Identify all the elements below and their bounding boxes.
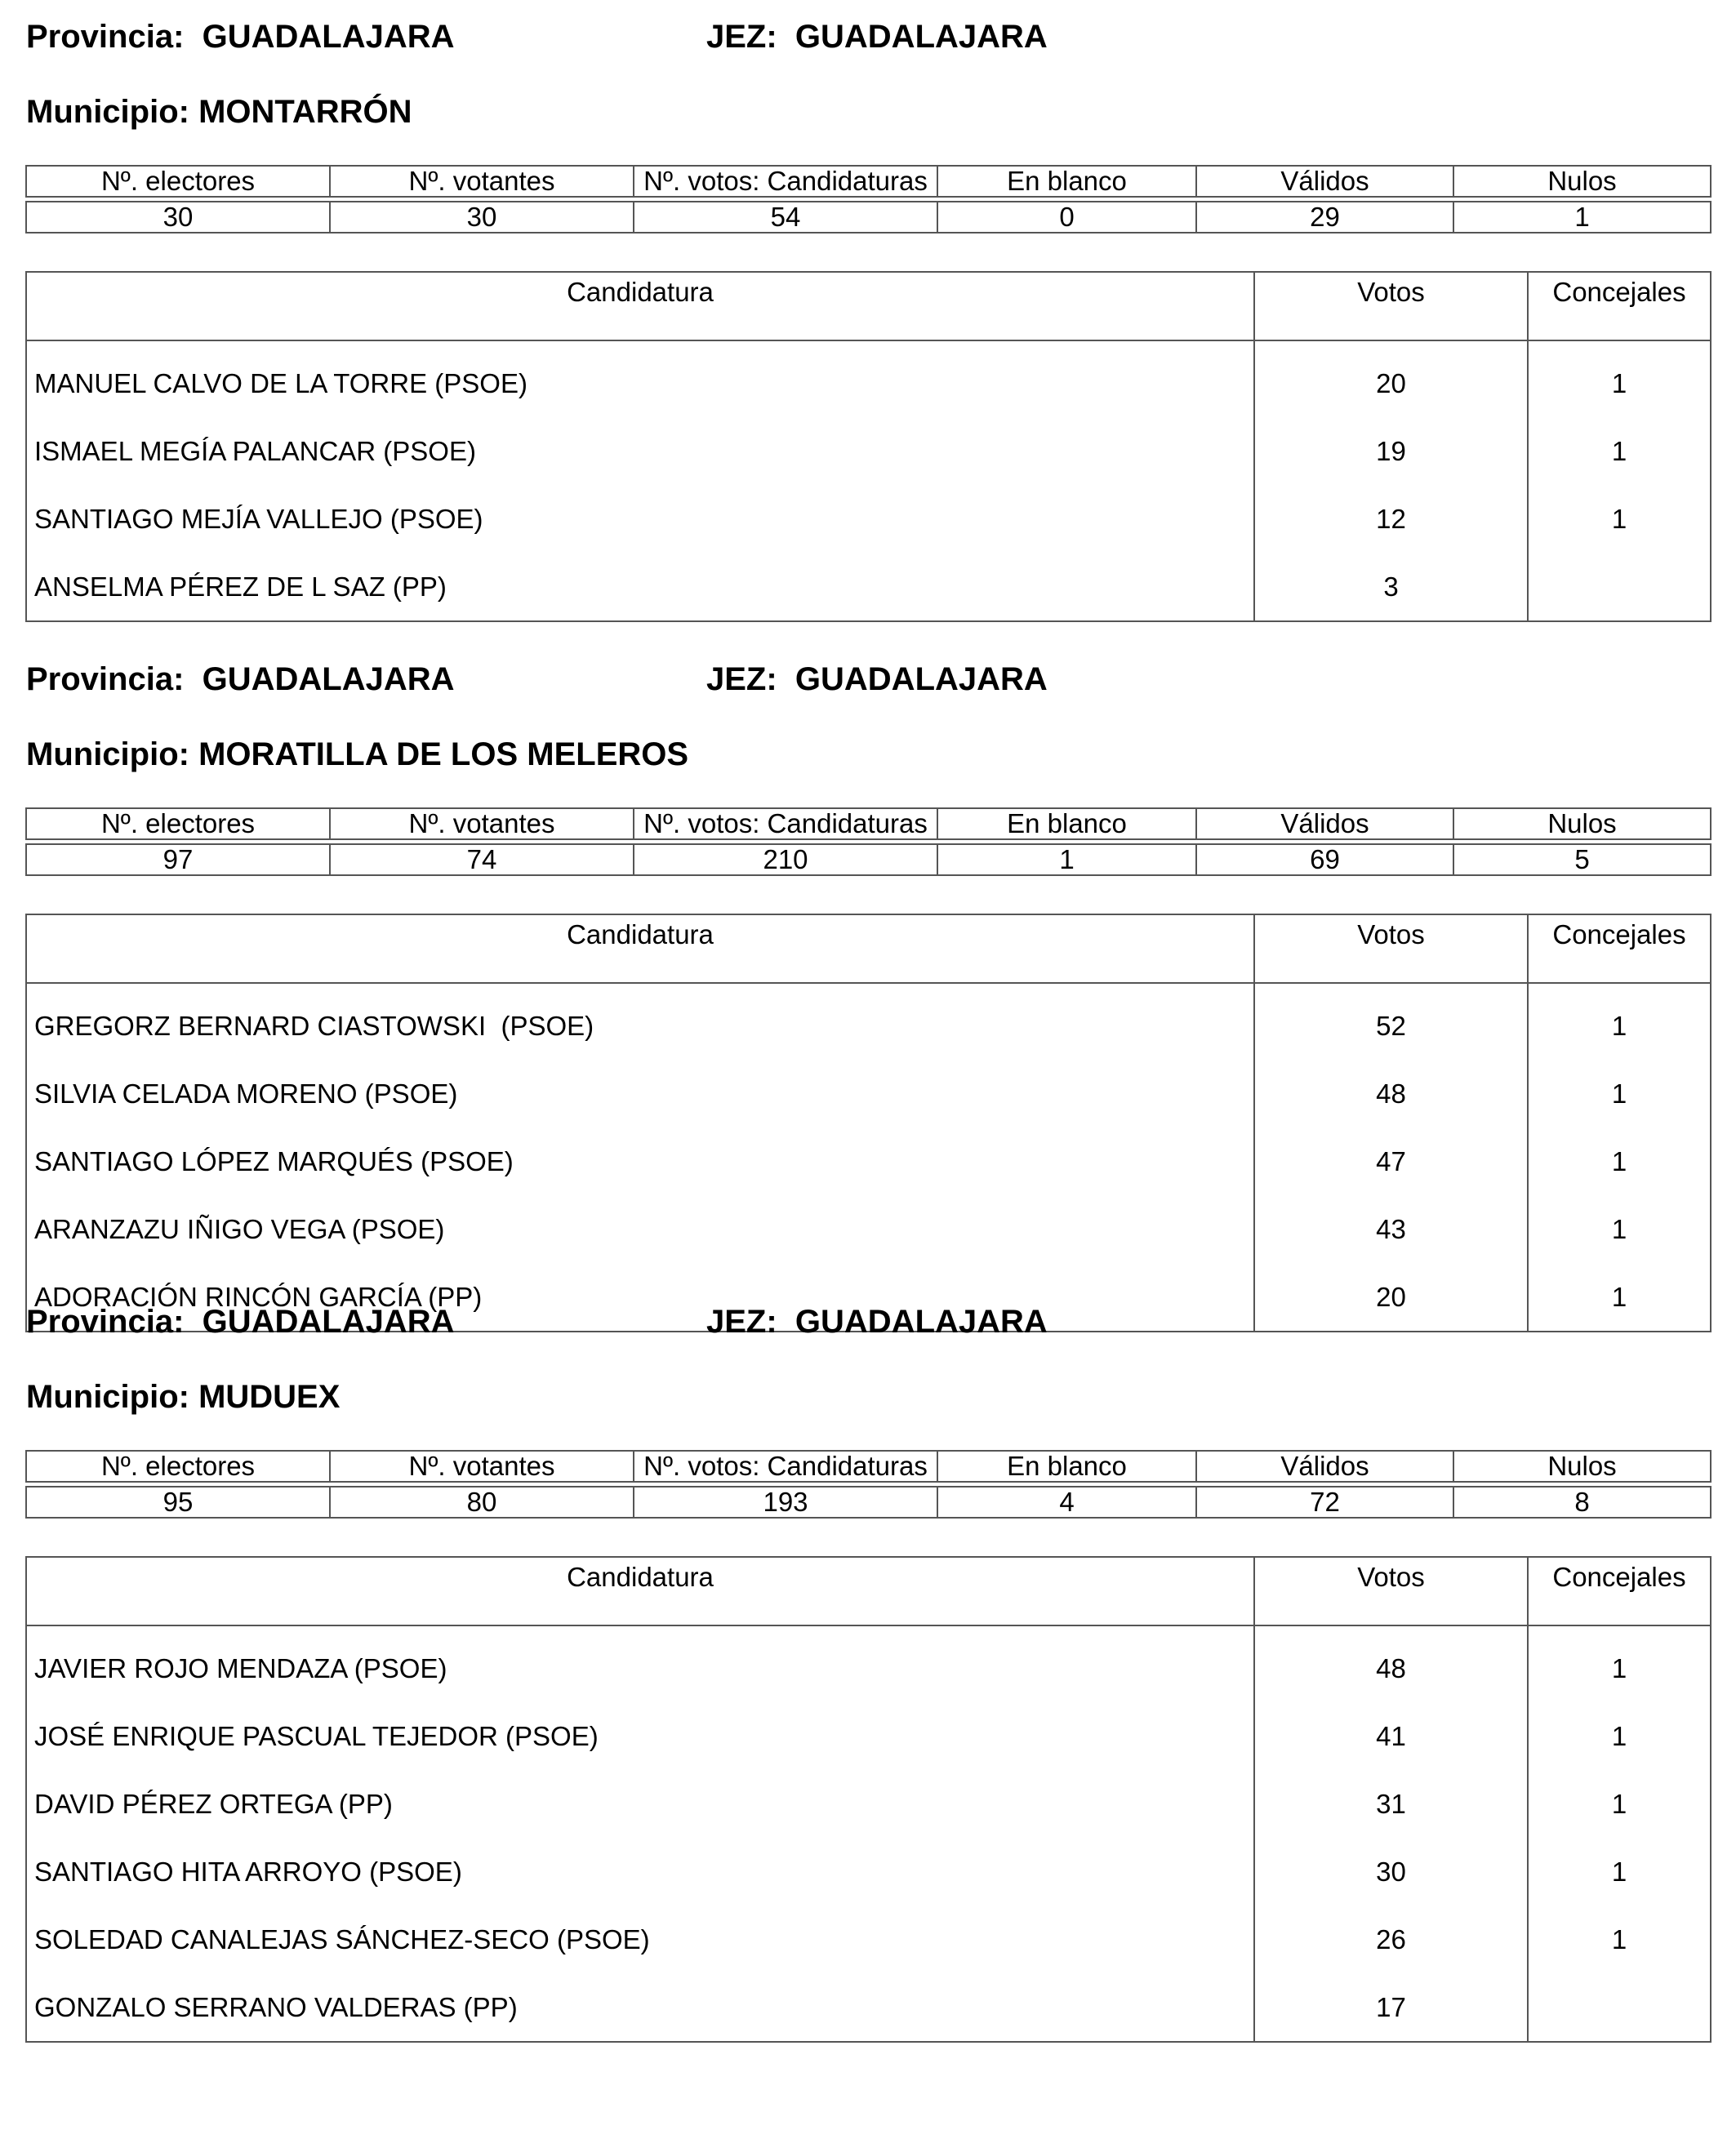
jez-value: GUADALAJARA <box>795 1304 1048 1340</box>
jez-header <box>706 1301 1048 1342</box>
summary-value-cell: 1 <box>937 844 1196 875</box>
candidate-name: SANTIAGO MEJÍA VALLEJO (PSOE) <box>26 485 1254 553</box>
candidate-votes: 52 <box>1254 983 1528 1060</box>
summary-value-cell: 69 <box>1196 844 1453 875</box>
municipio-value: MORATILLA DE LOS MELEROS <box>198 736 689 772</box>
candidate-row <box>26 1625 1711 1702</box>
candidate-row <box>26 340 1711 417</box>
candidate-councillors <box>1528 1973 1711 2042</box>
candidatura-header: Candidatura <box>26 272 1254 340</box>
summary-value-row <box>26 202 1711 233</box>
candidate-name: SILVIA CELADA MORENO (PSOE) <box>26 1060 1254 1127</box>
candidate-votes: 47 <box>1254 1127 1528 1195</box>
candidate-councillors <box>1528 553 1711 621</box>
candidate-row <box>26 1838 1711 1906</box>
candidate-row <box>26 417 1711 485</box>
candidate-votes: 31 <box>1254 1770 1528 1838</box>
candidate-row <box>26 553 1711 621</box>
summary-value-cell: 4 <box>937 1487 1196 1518</box>
summary-header-row <box>26 166 1711 197</box>
concejales-header: Concejales <box>1528 1557 1711 1625</box>
candidatura-header: Candidatura <box>26 914 1254 983</box>
candidate-row <box>26 1702 1711 1770</box>
jez-label: JEZ: <box>706 1304 795 1340</box>
summary-header-cell: En blanco <box>937 808 1196 839</box>
summary-value-cell: 54 <box>634 202 937 233</box>
summary-header-row <box>26 808 1711 839</box>
summary-header-cell: Nº. votos: Candidaturas <box>634 808 937 839</box>
candidate-councillors: 1 <box>1528 1127 1711 1195</box>
summary-header-cell: Nº. votantes <box>330 808 634 839</box>
jez-header <box>706 659 1048 700</box>
summary-header-cell: En blanco <box>937 1451 1196 1482</box>
candidate-votes: 26 <box>1254 1906 1528 1973</box>
provincia-label: Provincia: <box>26 661 203 697</box>
candidate-name: GONZALO SERRANO VALDERAS (PP) <box>26 1973 1254 2042</box>
votos-header: Votos <box>1254 272 1528 340</box>
summary-value-cell: 5 <box>1453 844 1711 875</box>
candidate-votes: 12 <box>1254 485 1528 553</box>
candidate-votes: 30 <box>1254 1838 1528 1906</box>
municipality-section <box>0 0 1736 702</box>
summary-value-cell: 72 <box>1196 1487 1453 1518</box>
candidate-name: DAVID PÉREZ ORTEGA (PP) <box>26 1770 1254 1838</box>
candidates-header-row <box>26 1557 1711 1625</box>
candidate-councillors: 1 <box>1528 1625 1711 1702</box>
summary-value-cell: 8 <box>1453 1487 1711 1518</box>
summary-header-cell: Nº. votos: Candidaturas <box>634 166 937 197</box>
summary-header-cell: Nulos <box>1453 808 1711 839</box>
summary-header-cell: Válidos <box>1196 808 1453 839</box>
jez-label: JEZ: <box>706 661 795 697</box>
jez-value: GUADALAJARA <box>795 661 1048 697</box>
candidate-votes: 43 <box>1254 1195 1528 1263</box>
jez-value: GUADALAJARA <box>795 19 1048 55</box>
summary-table <box>25 807 1712 876</box>
summary-value-cell: 1 <box>1453 202 1711 233</box>
candidate-councillors: 1 <box>1528 1702 1711 1770</box>
candidate-councillors: 1 <box>1528 340 1711 417</box>
candidate-row <box>26 1906 1711 1973</box>
candidate-row <box>26 1195 1711 1263</box>
candidate-name: GREGORZ BERNARD CIASTOWSKI (PSOE) <box>26 983 1254 1060</box>
candidate-name: JAVIER ROJO MENDAZA (PSOE) <box>26 1625 1254 1702</box>
summary-value-cell: 210 <box>634 844 937 875</box>
summary-header-cell: Nº. electores <box>26 1451 330 1482</box>
municipio-value: MONTARRÓN <box>198 94 412 130</box>
votos-header: Votos <box>1254 914 1528 983</box>
candidate-councillors: 1 <box>1528 1906 1711 1973</box>
candidates-table <box>25 914 1712 1332</box>
candidate-name: ARANZAZU IÑIGO VEGA (PSOE) <box>26 1195 1254 1263</box>
candidate-councillors: 1 <box>1528 1770 1711 1838</box>
candidate-votes: 17 <box>1254 1973 1528 2042</box>
candidate-votes: 41 <box>1254 1702 1528 1770</box>
candidate-councillors: 1 <box>1528 983 1711 1060</box>
candidate-row <box>26 1973 1711 2042</box>
concejales-header: Concejales <box>1528 272 1711 340</box>
summary-value-cell: 30 <box>330 202 634 233</box>
concejales-header: Concejales <box>1528 914 1711 983</box>
candidate-name: MANUEL CALVO DE LA TORRE (PSOE) <box>26 340 1254 417</box>
candidate-name: ADORACIÓN RINCÓN GARCÍA (PP) <box>26 1263 1254 1332</box>
candidate-name: JOSÉ ENRIQUE PASCUAL TEJEDOR (PSOE) <box>26 1702 1254 1770</box>
provincia-header <box>26 16 455 57</box>
candidate-votes: 19 <box>1254 417 1528 485</box>
votos-header: Votos <box>1254 1557 1528 1625</box>
candidates-header-row <box>26 272 1711 340</box>
candidate-name: SOLEDAD CANALEJAS SÁNCHEZ-SECO (PSOE) <box>26 1906 1254 1973</box>
summary-value-cell: 95 <box>26 1487 330 1518</box>
candidate-councillors: 1 <box>1528 485 1711 553</box>
candidate-councillors: 1 <box>1528 417 1711 485</box>
candidate-votes: 20 <box>1254 1263 1528 1332</box>
summary-value-cell: 193 <box>634 1487 937 1518</box>
municipio-label: Municipio: <box>26 1379 199 1415</box>
candidate-name: ANSELMA PÉREZ DE L SAZ (PP) <box>26 553 1254 621</box>
summary-header-cell: En blanco <box>937 166 1196 197</box>
summary-value-cell: 74 <box>330 844 634 875</box>
provincia-label: Provincia: <box>26 19 203 55</box>
municipio-label: Municipio: <box>26 736 199 772</box>
summary-value-cell: 29 <box>1196 202 1453 233</box>
summary-header-cell: Nº. votos: Candidaturas <box>634 1451 937 1482</box>
candidate-name: SANTIAGO LÓPEZ MARQUÉS (PSOE) <box>26 1127 1254 1195</box>
summary-value-row <box>26 1487 1711 1518</box>
candidate-name: SANTIAGO HITA ARROYO (PSOE) <box>26 1838 1254 1906</box>
candidate-councillors: 1 <box>1528 1838 1711 1906</box>
summary-header-row <box>26 1451 1711 1482</box>
summary-value-cell: 97 <box>26 844 330 875</box>
candidate-row <box>26 1770 1711 1838</box>
candidate-councillors: 1 <box>1528 1263 1711 1332</box>
summary-header-cell: Nº. votantes <box>330 1451 634 1482</box>
municipio-label: Municipio: <box>26 94 199 130</box>
summary-table <box>25 165 1712 233</box>
provincia-value: GUADALAJARA <box>202 19 455 55</box>
candidate-votes: 48 <box>1254 1625 1528 1702</box>
summary-header-cell: Nulos <box>1453 166 1711 197</box>
summary-value-row <box>26 844 1711 875</box>
candidate-row <box>26 983 1711 1060</box>
candidates-header-row <box>26 914 1711 983</box>
candidates-table <box>25 1556 1712 2043</box>
summary-value-cell: 80 <box>330 1487 634 1518</box>
candidates-table <box>25 271 1712 622</box>
provincia-header <box>26 1301 455 1342</box>
jez-header <box>706 16 1048 57</box>
municipality-section <box>0 643 1736 1345</box>
provincia-label: Provincia: <box>26 1304 203 1340</box>
candidate-councillors: 1 <box>1528 1060 1711 1127</box>
candidate-row <box>26 1060 1711 1127</box>
summary-value-cell: 30 <box>26 202 330 233</box>
candidate-councillors: 1 <box>1528 1195 1711 1263</box>
provincia-value: GUADALAJARA <box>202 1304 455 1340</box>
candidatura-header: Candidatura <box>26 1557 1254 1625</box>
jez-label: JEZ: <box>706 19 795 55</box>
municipality-section <box>0 1285 1736 2022</box>
summary-table <box>25 1450 1712 1519</box>
candidate-votes: 48 <box>1254 1060 1528 1127</box>
municipio-header <box>26 734 688 775</box>
municipio-header <box>26 1376 340 1417</box>
provincia-header <box>26 659 455 700</box>
candidate-row <box>26 485 1711 553</box>
candidate-name: ISMAEL MEGÍA PALANCAR (PSOE) <box>26 417 1254 485</box>
candidate-row <box>26 1127 1711 1195</box>
municipio-value: MUDUEX <box>198 1379 341 1415</box>
summary-value-cell: 0 <box>937 202 1196 233</box>
summary-header-cell: Válidos <box>1196 1451 1453 1482</box>
summary-header-cell: Válidos <box>1196 166 1453 197</box>
provincia-value: GUADALAJARA <box>202 661 455 697</box>
summary-header-cell: Nº. electores <box>26 808 330 839</box>
candidate-votes: 3 <box>1254 553 1528 621</box>
summary-header-cell: Nulos <box>1453 1451 1711 1482</box>
summary-header-cell: Nº. electores <box>26 166 330 197</box>
candidate-votes: 20 <box>1254 340 1528 417</box>
summary-header-cell: Nº. votantes <box>330 166 634 197</box>
municipio-header <box>26 91 412 132</box>
